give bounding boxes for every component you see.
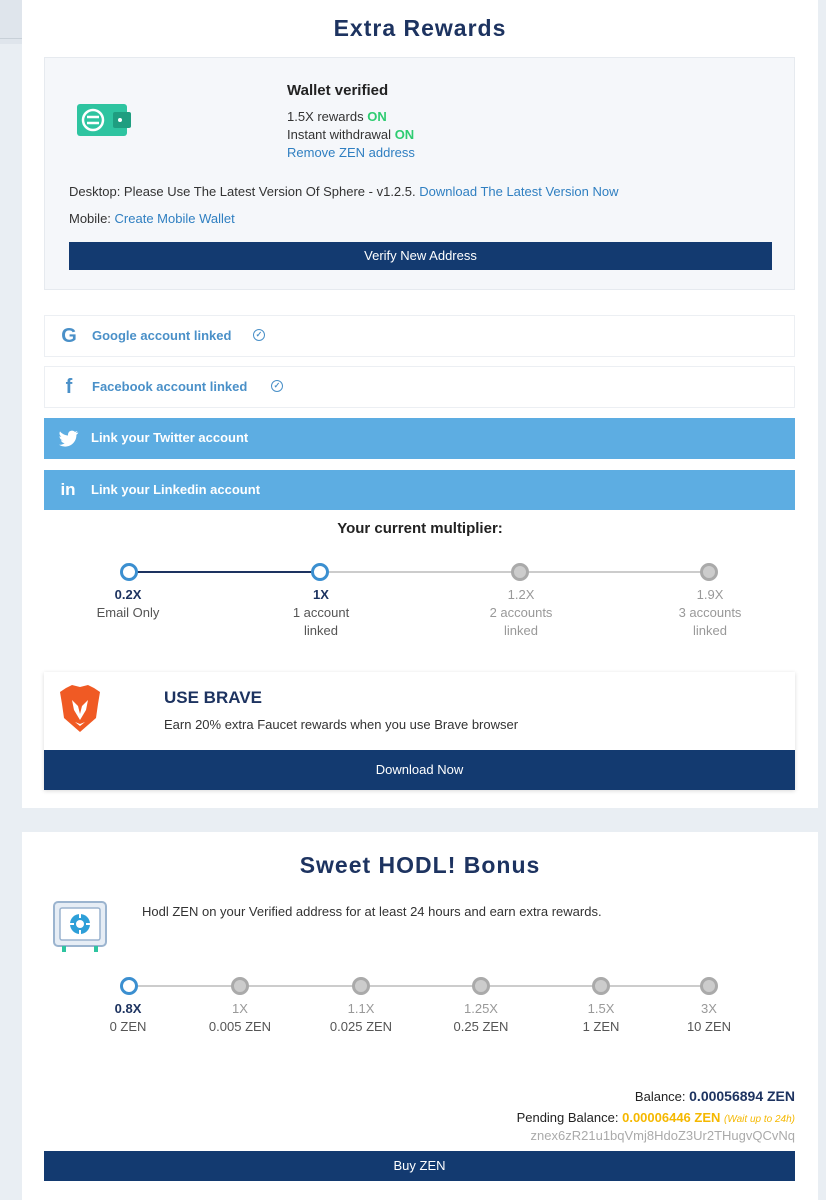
multiplier-dot: [700, 563, 718, 581]
twitter-icon: [56, 427, 80, 451]
multiplier-step: [63, 586, 193, 622]
wallet-address: znex6zR21u1bqVmj8HdoZ3Ur2THugvQCvNq: [530, 1128, 795, 1143]
hodl-multiplier: 1.25X: [464, 1001, 498, 1016]
multiplier-step: [456, 586, 586, 640]
download-latest-link[interactable]: Download The Latest Version Now: [419, 184, 619, 199]
hodl-multiplier: 1.5X: [587, 1001, 615, 1016]
brave-lion-icon: [58, 684, 102, 734]
multiplier-desc: Email Only: [96, 605, 160, 620]
link-linkedin-label: Link your Linkedin account: [91, 482, 261, 497]
pending-balance-line: [517, 1110, 795, 1125]
hodl-multiplier: 1X: [232, 1001, 248, 1016]
extra-rewards-title: Extra Rewards: [333, 15, 507, 41]
multiplier-desc: linked: [304, 623, 338, 638]
multiplier-dot: [511, 563, 529, 581]
mobile-label: Mobile:: [69, 211, 111, 226]
hodl-title: Sweet HODL! Bonus: [299, 852, 541, 878]
link-linkedin-button[interactable]: [44, 470, 795, 510]
vault-icon: [52, 900, 110, 954]
rewards-label: 1.5X rewards: [287, 109, 364, 124]
hodl-description: Hodl ZEN on your Verified address for at least 24 hours and earn extra rewards.: [142, 904, 602, 919]
background-corner: [0, 0, 22, 44]
hodl-dot: [592, 977, 610, 995]
facebook-icon: f: [65, 376, 73, 398]
hodl-amount: 0.005 ZEN: [208, 1019, 272, 1034]
multiplier-title: Your current multiplier:: [337, 520, 503, 537]
multiplier-value: 1.9X: [696, 587, 724, 602]
wallet-status: Wallet verified: [287, 82, 389, 99]
buy-zen-button[interactable]: Buy ZEN: [44, 1151, 795, 1181]
hodl-amount: 0.25 ZEN: [453, 1019, 509, 1034]
withdrawal-on-badge: ON: [394, 127, 415, 142]
check-circle-icon: ✓: [271, 380, 283, 392]
multiplier-desc: linked: [504, 623, 538, 638]
balance-line: [635, 1088, 795, 1104]
download-brave-button[interactable]: Download Now: [44, 750, 795, 790]
wallet-icon: [77, 104, 133, 136]
hodl-step: [416, 1000, 546, 1036]
rewards-on-badge: ON: [367, 109, 387, 124]
withdrawal-status-line: [287, 127, 414, 142]
hodl-multiplier: 0.8X: [114, 1001, 142, 1016]
pending-value: 0.00006446 ZEN: [622, 1110, 721, 1125]
multiplier-track-active: [129, 571, 320, 573]
hodl-amount: 0 ZEN: [109, 1019, 147, 1034]
hodl-step: [644, 1000, 774, 1036]
create-mobile-wallet-link[interactable]: Create Mobile Wallet: [114, 211, 235, 226]
multiplier-desc: 3 accounts: [678, 605, 742, 620]
social-google-row: [44, 315, 795, 357]
extra-rewards-card: [22, 0, 818, 808]
wallet-panel: [44, 57, 795, 290]
desktop-text: Desktop: Please Use The Latest Version Of Sphere - v1.2.5.: [69, 184, 416, 199]
brave-title: USE BRAVE: [164, 688, 262, 707]
hodl-amount: 10 ZEN: [686, 1019, 732, 1034]
multiplier-step: [256, 586, 386, 640]
brave-description: Earn 20% extra Faucet rewards when you use Brave browser: [164, 717, 519, 732]
balance-label: Balance:: [634, 1089, 686, 1104]
multiplier-step: [645, 586, 775, 640]
hodl-amount: 1 ZEN: [582, 1019, 620, 1034]
multiplier-desc: 2 accounts: [489, 605, 553, 620]
hodl-step: [175, 1000, 305, 1036]
multiplier-dot: [311, 563, 329, 581]
hodl-step: [63, 1000, 193, 1036]
hodl-dot: [700, 977, 718, 995]
hodl-multiplier: 3X: [701, 1001, 717, 1016]
google-icon: G: [61, 325, 77, 347]
multiplier-desc: linked: [693, 623, 727, 638]
verify-new-address-button[interactable]: Verify New Address: [69, 242, 772, 270]
hodl-dot: [120, 977, 138, 995]
multiplier-value: 1.2X: [507, 587, 535, 602]
social-google-label: Google account linked: [92, 328, 232, 343]
hodl-dot: [231, 977, 249, 995]
hodl-step: [296, 1000, 426, 1036]
multiplier-value: 1X: [313, 587, 329, 602]
hodl-multiplier: 1.1X: [347, 1001, 375, 1016]
multiplier-value: 0.2X: [114, 587, 142, 602]
brave-promo: [44, 672, 795, 790]
linkedin-icon: in: [60, 480, 76, 499]
multiplier-desc: 1 account: [292, 605, 350, 620]
mobile-notice: [69, 211, 235, 226]
link-twitter-button[interactable]: [44, 418, 795, 459]
hodl-dot: [352, 977, 370, 995]
hodl-dot: [472, 977, 490, 995]
balance-value: 0.00056894 ZEN: [689, 1088, 795, 1104]
hodl-amount: 0.025 ZEN: [329, 1019, 393, 1034]
pending-label: Pending Balance:: [516, 1110, 619, 1125]
hodl-bonus-card: [22, 832, 818, 1200]
pending-note: (Wait up to 24h): [724, 1114, 795, 1125]
social-facebook-row: [44, 366, 795, 408]
link-twitter-label: Link your Twitter account: [91, 430, 249, 445]
multiplier-dot: [120, 563, 138, 581]
desktop-notice: [69, 184, 618, 199]
withdrawal-label: Instant withdrawal: [287, 127, 392, 142]
check-circle-icon: ✓: [253, 329, 265, 341]
hodl-track: [129, 985, 709, 987]
rewards-status-line: [287, 109, 387, 124]
remove-address-link[interactable]: Remove ZEN address: [287, 145, 415, 160]
social-facebook-label: Facebook account linked: [92, 379, 248, 394]
